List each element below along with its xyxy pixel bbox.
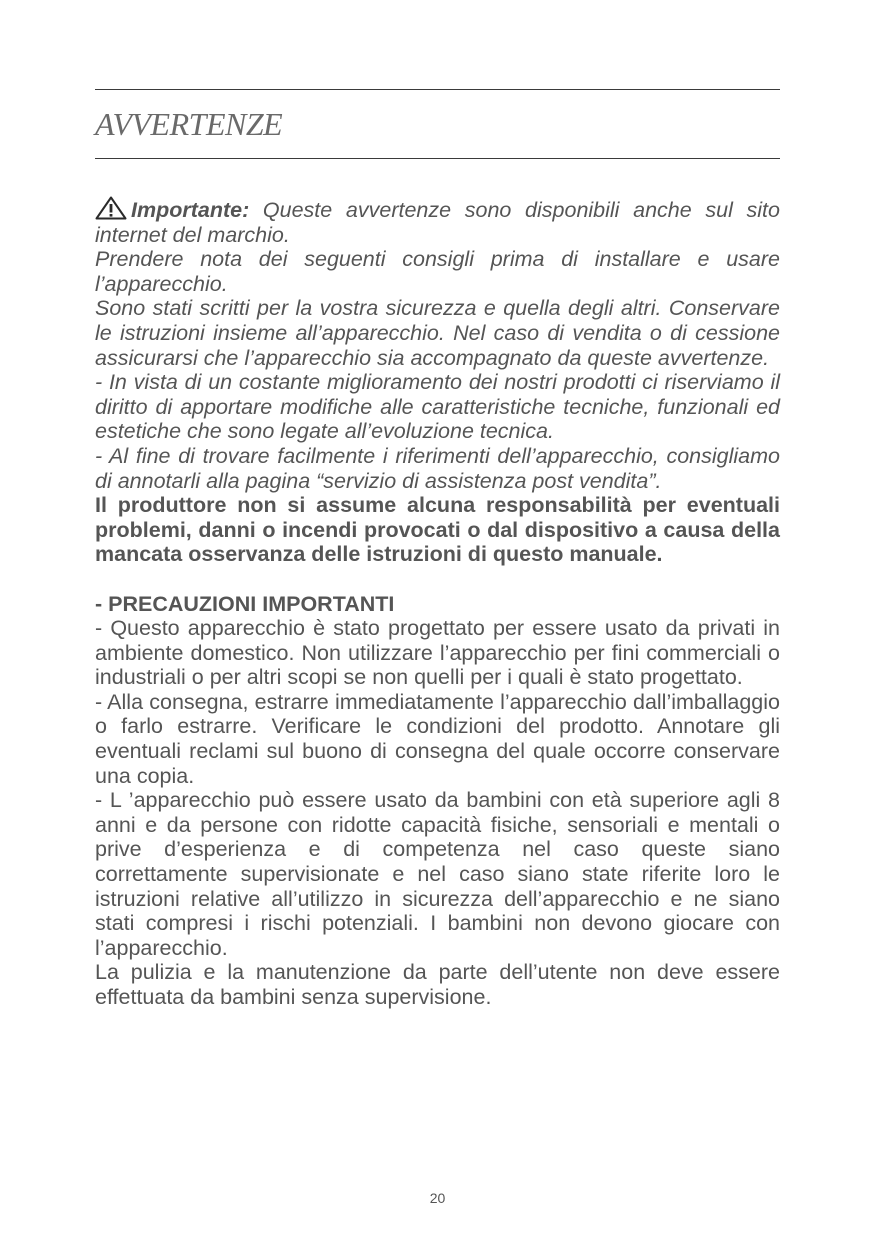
- header-rule-bottom: [95, 158, 780, 159]
- important-text-5: - Al fine di trovare facilmente i riferimenti dell’apparecchio, consigliamo di annotarli alla pagina “servizio di assistenza post vendita”.: [95, 443, 780, 493]
- section-spacer: [95, 567, 780, 592]
- important-section: [95, 196, 780, 493]
- important-text-2: Prendere nota dei seguenti consigli prima di installare e usare l’apparecchio.: [95, 247, 780, 296]
- precaution-text-4: La pulizia e la manutenzione da parte dell’utente non deve essere effettuata da bambini senza supervisione.: [95, 960, 780, 1009]
- precautions-heading: - PRECAUZIONI IMPORTANTI: [95, 591, 395, 616]
- warning-triangle-icon: [95, 196, 127, 220]
- precaution-text-2: - Alla consegna, estrarre immediatamente l’apparecchio dall’imballaggio o farlo estrarre. Verificare le condizioni del prodotto. Annotare gli eventuali reclami sul buono di consegna del quale occorre conservare una copia.: [95, 689, 780, 788]
- important-text-4: - In vista di un costante miglioramento dei nostri prodotti ci riserviamo il diritto di apportare modifiche alle caratteristiche tecniche, funzionali ed estetiche che sono legate all’evoluzione tecnica.: [95, 370, 780, 444]
- important-text-3: Sono stati scritti per la vostra sicurezza e quella degli altri. Conservare le istruzioni insieme all’apparecchio. Nel caso di vendita o di cessione assicurarsi che l’apparecchio sia accompagnato da queste avvertenze.: [95, 296, 780, 370]
- page-title: AVVERTENZE: [95, 106, 283, 142]
- important-label: Importante:: [131, 198, 250, 222]
- header-rule-top: [95, 89, 780, 90]
- important-text-1: Queste avvertenze sono disponibili anche sul sito internet del marchio.: [95, 198, 780, 247]
- precaution-text-1: - Questo apparecchio è stato progettato per essere usato da privati in ambiente domestico. Non utilizzare l’apparecchio per fini commerciali o industriali o per altri scopi se non quelli per i quali è stato progettato.: [95, 616, 780, 690]
- liability-notice: Il produttore non si assume alcuna responsabilità per eventuali problemi, danni o incendi provocati o dal dispositivo a causa della mancata osservanza delle istruzioni di questo manuale.: [95, 493, 780, 567]
- important-intro: [95, 196, 780, 247]
- page-number: 20: [429, 1190, 446, 1206]
- document-body: [95, 196, 780, 1010]
- precaution-text-3: - L ’apparecchio può essere usato da bambini con età superiore agli 8 anni e da persone con ridotte capacità fisiche, sensoriali e mentali o prive d’esperienza e di competenza nel caso queste siano correttamente supervisionate e nel caso siano state riferite loro le istruzioni relative all’utilizzo in sicurezza dell’apparecchio e ne siano stati compresi i rischi potenziali. I bambini non devono giocare con l’apparecchio.: [95, 788, 780, 960]
